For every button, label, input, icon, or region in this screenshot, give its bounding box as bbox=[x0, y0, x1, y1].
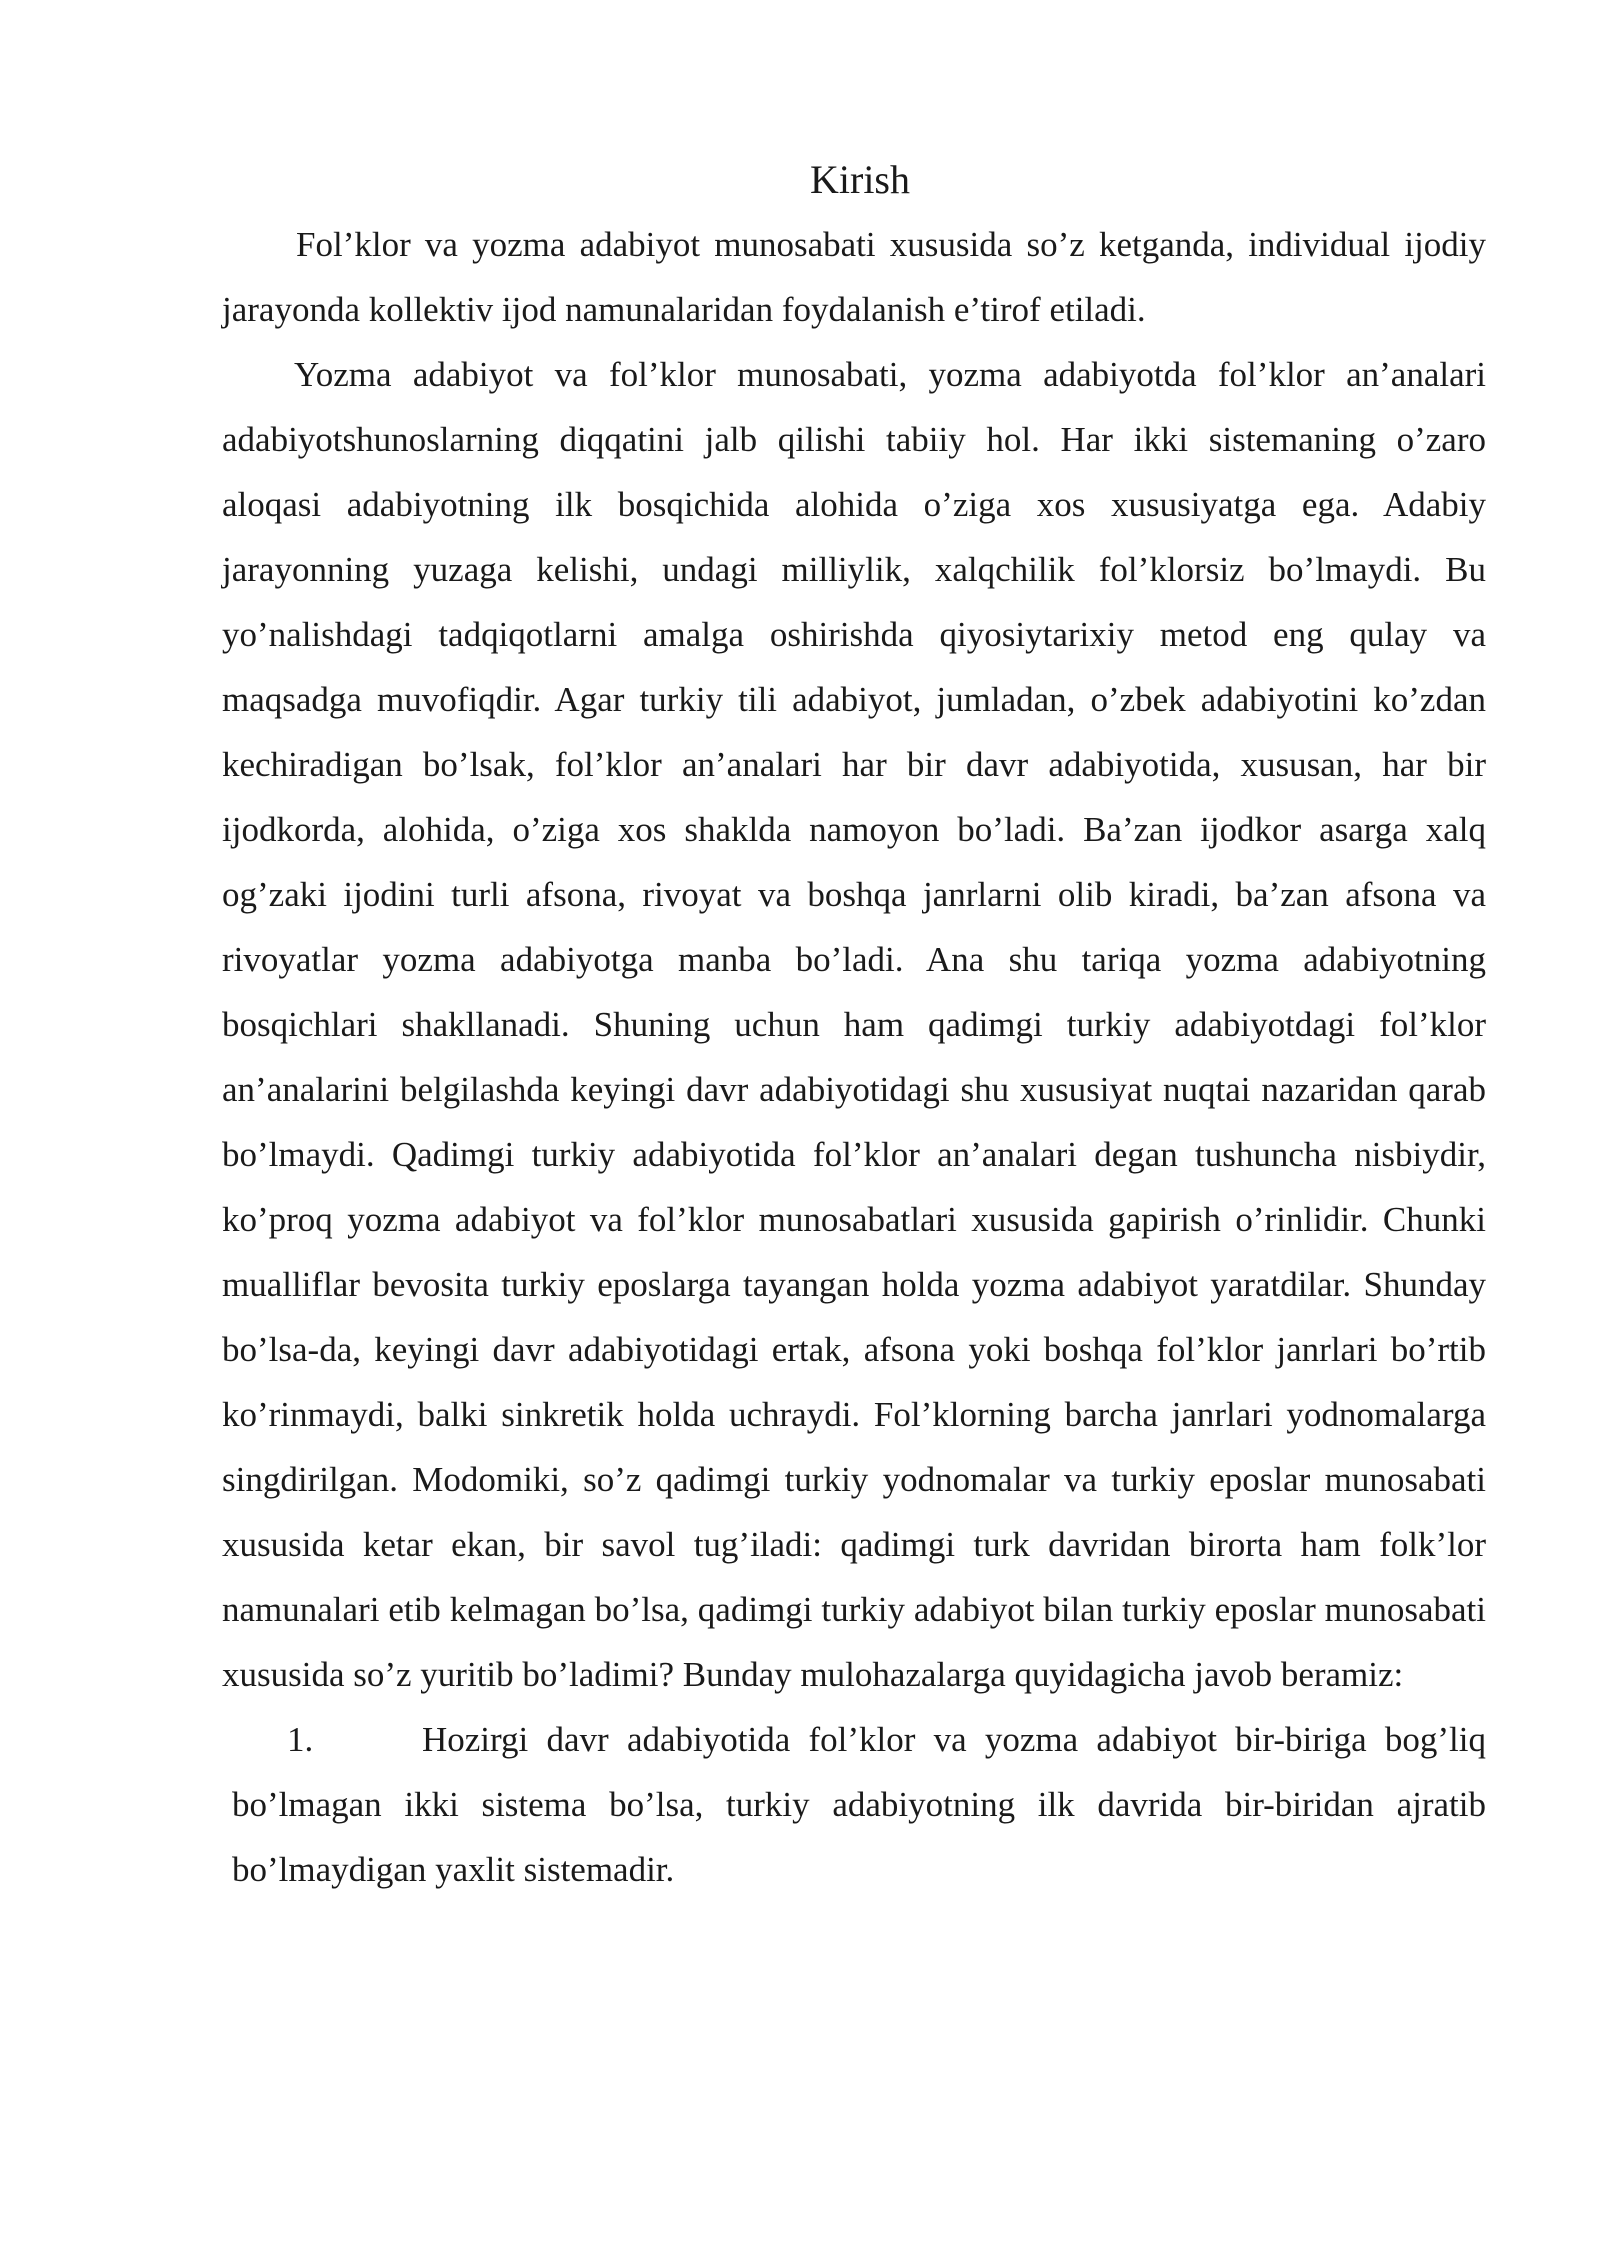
paragraph-main: Yozma adabiyot va fol’klor munosabati, yozma adabiyotda fol’klor an’analari adabiyotshunoslarning diqqatini jalb qilishi tabiiy hol. Har ikki sistemaning o’zaro aloqasi adabiyotning ilk bosqichida alohida o’ziga xos xususiyatga ega. Adabiy jarayonning yuzaga kelishi, undagi milliylik, xalqchilik fol’klorsiz bo’lmaydi. Bu yo’nalishdagi tadqiqotlarni amalga oshirishda qiyosiytarixiy metod eng qulay va maqsadga muvofiqdir. Agar turkiy tili adabiyot, jumladan, o’zbek adabiyotini ko’zdan kechiradigan bo’lsak, fol’klor an’analari har bir davr adabiyotida, xususan, har bir ijodkorda, alohida, o’ziga xos shaklda namoyon bo’ladi. Ba’zan ijodkor asarga xalq og’zaki ijodini turli afsona, rivoyat va boshqa janrlarni olib kiradi, ba’zan afsona va rivoyatlar yozma adabiyotga manba bo’ladi. Ana shu tariqa yozma adabiyotning bosqichlari shakllanadi. Shuning uchun ham qadimgi turkiy adabiyotdagi fol’klor an’analarini belgilashda keyingi davr adabiyotidagi shu xususiyat nuqtai nazaridan qarab bo’lmaydi. Qadimgi turkiy adabiyotida fol’klor an’analari degan tushuncha nisbiydir, ko’proq yozma adabiyot va fol’klor munosabatlari xususida gapirish o’rinlidir. Chunki mualliflar bevosita turkiy eposlarga tayangan holda yozma adabiyot yaratdilar. Shunday bo’lsa-da, keyingi davr adabiyotidagi ertak, afsona yoki boshqa fol’klor janrlari bo’rtib ko’rinmaydi, balki sinkretik holda uchraydi. Fol’klorning barcha janrlari yodnomalarga singdirilgan. Modomiki, so’z qadimgi turkiy yodnomalar va turkiy eposlar munosabati xususida ketar ekan, bir savol tug’iladi: qadimgi turk davridan birorta ham folk’lor namunalari etib kelmagan bo’lsa, qadimgi turkiy adabiyot bilan turkiy eposlar munosabati xususida so’z yuritib bo’ladimi? Bunday mulohazalarga quyidagicha javob beramiz: bbox=[222, 355, 1486, 1694]
list-item bbox=[222, 1707, 1486, 1902]
paragraph-intro: Fol’klor va yozma adabiyot munosabati xususida so’z ketganda, individual ijodiy jarayonda kollektiv ijod namunalaridan foydalanish e’tirof etiladi. bbox=[222, 225, 1486, 329]
list-item-number: 1. bbox=[287, 1720, 314, 1759]
page-title: Kirish bbox=[810, 157, 910, 202]
list-item-text: Hozirgi davr adabiyotida fol’klor va yozma adabiyot bir-biriga bog’liq bo’lmagan ikki sistema bo’lsa, turkiy adabiyotning ilk davrida bir-biridan ajratib bo’lmaydigan yaxlit sistemadir. bbox=[232, 1720, 1486, 1889]
document-body bbox=[222, 148, 1486, 1902]
